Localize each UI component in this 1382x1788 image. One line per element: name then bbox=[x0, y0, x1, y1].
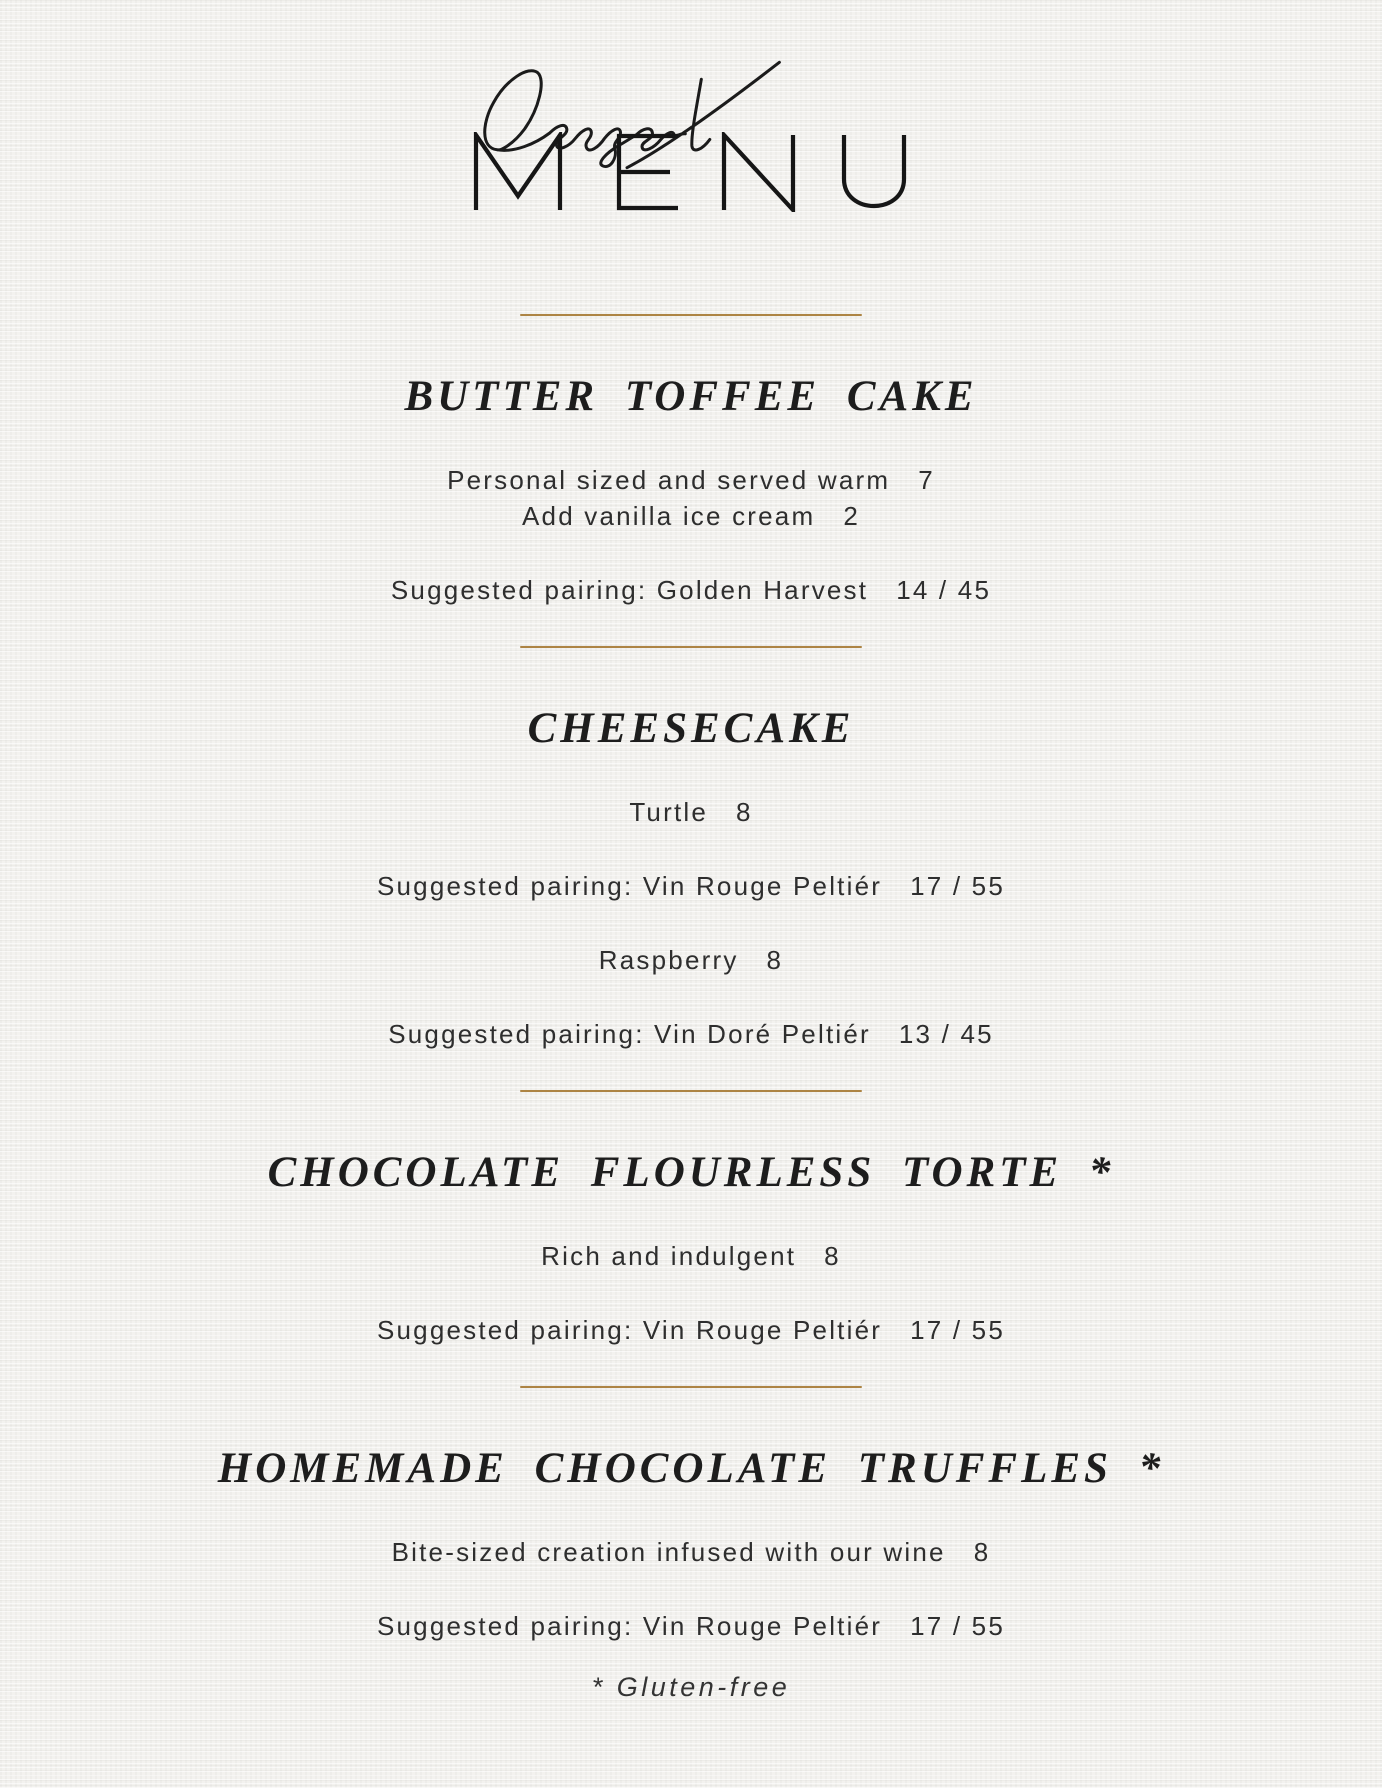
menu-item-row bbox=[0, 868, 1382, 904]
menu-section bbox=[0, 646, 1382, 1052]
item-group bbox=[0, 794, 1382, 830]
item-label: Suggested pairing: Vin Rouge Peltiér bbox=[376, 1611, 883, 1641]
gold-divider bbox=[520, 646, 862, 648]
item-price: 17 / 55 bbox=[910, 1611, 1006, 1641]
section-title: HOMEMADE CHOCOLATE TRUFFLES * bbox=[217, 1445, 1165, 1492]
item-label: Suggested pairing: Vin Rouge Peltiér bbox=[376, 1315, 883, 1345]
item-group bbox=[0, 1312, 1382, 1348]
item-price: 17 / 55 bbox=[910, 1315, 1006, 1345]
item-group bbox=[0, 942, 1382, 978]
menu-item-row bbox=[0, 572, 1382, 608]
item-group bbox=[0, 1534, 1382, 1570]
item-group bbox=[0, 1608, 1382, 1644]
menu-header bbox=[0, 52, 1382, 212]
menu-item-row bbox=[0, 942, 1382, 978]
item-price: 8 bbox=[973, 1537, 991, 1567]
item-price: 14 / 45 bbox=[896, 575, 992, 605]
gold-divider bbox=[520, 314, 862, 316]
item-group bbox=[0, 572, 1382, 608]
item-label: Suggested pairing: Golden Harvest bbox=[390, 575, 869, 605]
menu-section bbox=[0, 1386, 1382, 1644]
item-group bbox=[0, 1238, 1382, 1274]
menu-item-row bbox=[0, 1534, 1382, 1570]
item-price: 2 bbox=[843, 501, 860, 531]
menu-item-row bbox=[0, 1312, 1382, 1348]
item-label: Turtle bbox=[629, 797, 709, 827]
section-items bbox=[0, 1238, 1382, 1348]
menu-item-row bbox=[0, 1016, 1382, 1052]
menu-body bbox=[0, 314, 1382, 1644]
item-label: Raspberry bbox=[598, 945, 739, 975]
menu-section bbox=[0, 1090, 1382, 1348]
item-price: 13 / 45 bbox=[898, 1019, 994, 1049]
item-price: 8 bbox=[766, 945, 784, 975]
item-label: Add vanilla ice cream bbox=[522, 501, 816, 531]
item-price: 17 / 55 bbox=[910, 871, 1006, 901]
item-label: Suggested pairing: Vin Doré Peltiér bbox=[388, 1019, 871, 1049]
menu-section bbox=[0, 314, 1382, 608]
item-label: Suggested pairing: Vin Rouge Peltiér bbox=[376, 871, 883, 901]
menu-word-lettering bbox=[473, 132, 909, 212]
section-items bbox=[0, 1534, 1382, 1644]
item-label: Rich and indulgent bbox=[541, 1241, 797, 1271]
section-items bbox=[0, 794, 1382, 1052]
section-title: CHOCOLATE FLOURLESS TORTE * bbox=[267, 1149, 1115, 1196]
menu-item-row bbox=[0, 498, 1382, 534]
item-price: 7 bbox=[918, 465, 935, 495]
section-title: BUTTER TOFFEE CAKE bbox=[404, 373, 978, 420]
main-title bbox=[473, 132, 909, 212]
gold-divider bbox=[520, 1090, 862, 1092]
menu-item-row bbox=[0, 794, 1382, 830]
item-price: 8 bbox=[736, 797, 753, 827]
gluten-free-note: * Gluten-free bbox=[591, 1672, 791, 1702]
section-title: CHEESECAKE bbox=[527, 705, 855, 752]
item-price: 8 bbox=[824, 1241, 841, 1271]
menu-item-row bbox=[0, 1238, 1382, 1274]
item-group bbox=[0, 1016, 1382, 1052]
section-items bbox=[0, 462, 1382, 608]
item-label: Personal sized and served warm bbox=[447, 465, 891, 495]
item-group bbox=[0, 462, 1382, 534]
item-label: Bite-sized creation infused with our wine bbox=[391, 1537, 946, 1567]
menu-item-row bbox=[0, 462, 1382, 498]
menu-item-row bbox=[0, 1608, 1382, 1644]
item-group bbox=[0, 868, 1382, 904]
gold-divider bbox=[520, 1386, 862, 1388]
